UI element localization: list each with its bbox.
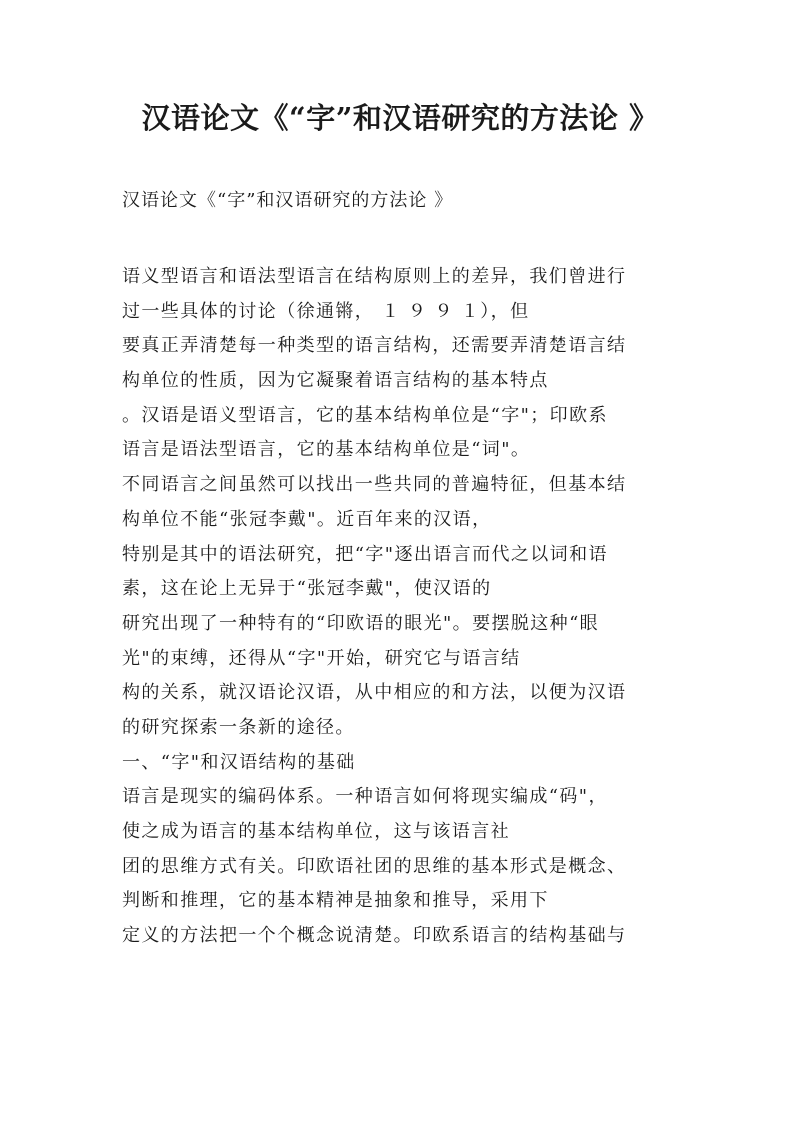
body-text-line: 语义型语言和语法型语言在结构原则上的差异，我们曾进行 bbox=[122, 266, 627, 287]
body-text-line: 的研究探索一条新的途径。 bbox=[122, 716, 355, 738]
body-text-line: 过一些具体的讨论（徐通锵， １ ９ ９ １），但 bbox=[122, 300, 530, 322]
body-text-line: 定义的方法把一个个概念说清楚。印欧系语言的结构基础与 bbox=[122, 925, 627, 947]
body-text-line: 语言是语法型语言，它的基本结构单位是“词"。 bbox=[122, 439, 531, 461]
body-text-line: 使之成为语言的基本结构单位，这与该语言社 bbox=[122, 821, 510, 842]
body-text-line: 构的关系，就汉语论汉语，从中相应的和方法，以便为汉语 bbox=[122, 682, 627, 704]
document-subtitle: 汉语论文《“字”和汉语研究的方法论 》 bbox=[122, 190, 454, 211]
body-text-line: 构单位不能“张冠李戴"。近百年来的汉语， bbox=[122, 508, 492, 530]
body-text-line: 构单位的性质，因为它凝聚着语言结构的基本特点 bbox=[122, 370, 549, 392]
body-text-line: 语言是现实的编码体系。一种语言如何将现实编成“码"， bbox=[122, 786, 608, 808]
body-text-line: 一、“字"和汉语结构的基础 bbox=[122, 751, 356, 773]
document-body bbox=[122, 264, 692, 958]
body-text-line: 素，这在论上无异于“张冠李戴"，使汉语的 bbox=[122, 578, 492, 600]
body-text-line: 判断和推理，它的基本精神是抽象和推导，采用下 bbox=[122, 890, 549, 912]
body-text-line: 不同语言之间虽然可以找出一些共同的普遍特征，但基本结 bbox=[122, 474, 627, 496]
document-title: 汉语论文《“字”和汉语研究的方法论 》 bbox=[141, 101, 659, 135]
body-text-line: 研究出现了一种特有的“印欧语的眼光"。要摆脱这种“眼 bbox=[122, 612, 600, 634]
body-text-line: 要真正弄清楚每一种类型的语言结构，还需要弄清楚语言结 bbox=[122, 335, 627, 357]
body-text-line: 特别是其中的语法研究，把“字"逐出语言而代之以词和语 bbox=[122, 543, 608, 565]
body-text-line: 团的思维方式有关。印欧语社团的思维的基本形式是概念、 bbox=[122, 855, 627, 877]
body-text-line: 。汉语是语义型语言，它的基本结构单位是“字"；印欧系 bbox=[122, 404, 608, 426]
body-text-line: 光"的束缚，还得从“字"开始，研究它与语言结 bbox=[122, 647, 521, 669]
